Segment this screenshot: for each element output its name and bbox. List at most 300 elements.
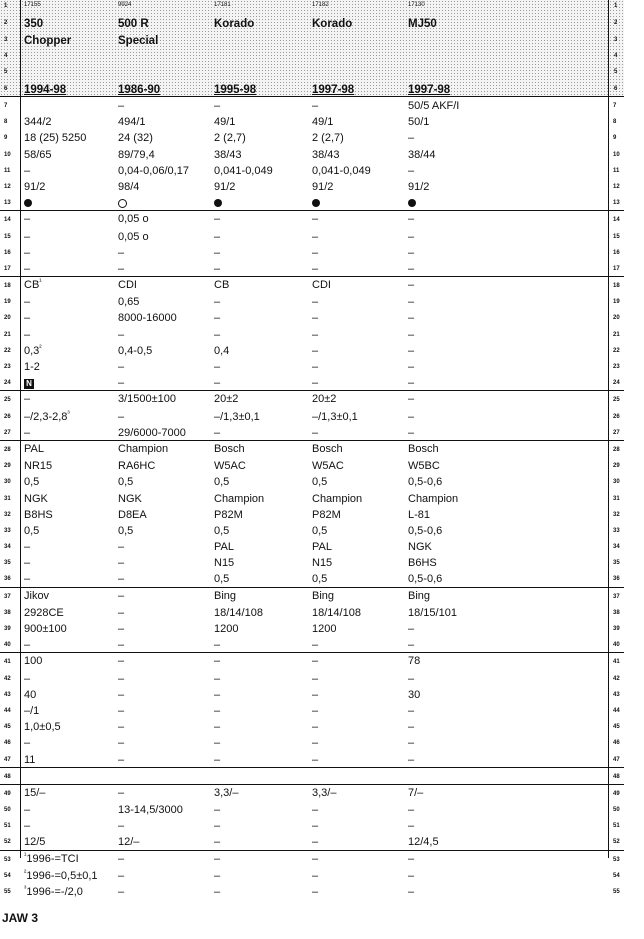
table-cell: – [214, 869, 221, 882]
table-cell: – [24, 296, 31, 309]
table-cell: – [408, 886, 415, 898]
table-cell: 91/2 [408, 180, 430, 193]
row-number: 46 [4, 740, 11, 747]
table-cell: 29/6000-7000 [118, 426, 186, 439]
table-cell: – [24, 541, 31, 554]
model-years: 1994-98 [24, 84, 67, 96]
table-cell: – [118, 639, 125, 652]
row-number: 17 [613, 265, 620, 272]
table-cell: PAL [214, 541, 234, 554]
row-number: 5 [614, 69, 618, 75]
table-row [0, 670, 624, 686]
row-number: 25 [613, 397, 620, 404]
row-number: 40 [613, 642, 620, 649]
footnote-mark: ³ [67, 409, 70, 417]
table-cell: CB [214, 279, 230, 292]
table-row [0, 522, 624, 538]
table-cell: 0,5 [312, 476, 328, 489]
table-cell: – [118, 655, 125, 668]
row-number: 1 [4, 3, 8, 9]
table-row [0, 113, 624, 129]
table-cell: – [214, 639, 221, 652]
table-cell: – [312, 377, 319, 390]
row-number: 21 [613, 331, 620, 338]
footnote-mark: ¹ [39, 278, 42, 286]
table-cell: – [24, 328, 31, 341]
table-cell [24, 377, 34, 389]
table-cell: N15 [312, 557, 333, 570]
table-cell: 89/79,4 [118, 148, 155, 161]
row-number: 42 [613, 675, 620, 682]
table-cell: – [408, 639, 415, 652]
table-cell: – [408, 721, 415, 734]
footnote-mark: ¹ [24, 851, 27, 859]
table-cell: – [408, 869, 415, 882]
table-cell: 20±2 [312, 393, 337, 406]
row-number: 6 [614, 86, 618, 92]
row-number: 16 [4, 249, 11, 256]
row-number: 53 [613, 856, 620, 863]
row-number: 26 [613, 413, 620, 420]
table-cell: – [408, 328, 415, 341]
table-row [0, 883, 624, 899]
table-cell: – [312, 328, 319, 341]
table-cell: – [118, 786, 125, 799]
row-number: 35 [613, 560, 620, 567]
table-cell: 11 [24, 753, 36, 766]
table-cell: – [312, 704, 319, 717]
row-number: 28 [4, 446, 11, 453]
table-cell: CDI [312, 279, 331, 292]
table-cell: – [24, 213, 31, 226]
row-number: 49 [613, 790, 620, 797]
table-cell: – [118, 557, 125, 570]
row-number: 15 [4, 233, 11, 240]
table-cell: – [24, 557, 31, 570]
row-number: 10 [4, 151, 11, 158]
row-number: 30 [4, 479, 11, 486]
table-row [0, 490, 624, 506]
row-number: 54 [613, 872, 620, 879]
table-cell: – [408, 377, 415, 390]
row-number: 19 [4, 299, 11, 306]
table-row [0, 162, 624, 178]
filled-circle-icon [24, 199, 32, 207]
table-cell: $^{^1}$1996-=TCI [24, 851, 79, 865]
open-circle-icon [118, 199, 127, 208]
row-number: 4 [614, 53, 618, 59]
row-number: 55 [613, 889, 620, 895]
row-number: 48 [613, 773, 620, 780]
row-number: 28 [613, 446, 620, 453]
table-row [0, 228, 624, 244]
model-years: 1997-98 [312, 84, 355, 96]
row-number: 47 [4, 756, 11, 763]
table-row [0, 146, 624, 162]
row-number: 12 [4, 183, 11, 190]
table-cell: 0,05 o [118, 230, 149, 243]
table-cell: – [408, 230, 415, 243]
table-cell: – [118, 721, 125, 734]
table-row [0, 457, 624, 473]
model-subname: Chopper [24, 35, 72, 47]
table-cell: 900±100 [24, 623, 67, 635]
table-cell: 49/1 [214, 116, 236, 129]
table-cell: P82M [312, 508, 341, 521]
table-cell: –/1,3±0,1 [214, 410, 260, 423]
table-cell: – [24, 262, 31, 275]
table-cell: 18/15/101 [408, 606, 457, 619]
model-years: 1986-90 [118, 84, 161, 96]
table-cell: –/1,3±0,1 [312, 410, 358, 423]
table-cell: – [24, 639, 31, 652]
table-cell: 38/43 [214, 148, 242, 161]
table-cell: 0,5 [214, 573, 230, 586]
table-cell: – [312, 737, 319, 750]
table-cell: –/1 [24, 704, 40, 717]
table-cell: 50/5 AKF/I [408, 100, 460, 112]
table-cell: – [408, 279, 415, 292]
table-cell: – [118, 328, 125, 341]
table-row [0, 587, 624, 604]
table-cell: – [24, 230, 31, 243]
table-cell: – [214, 672, 221, 685]
table-cell: – [408, 164, 415, 177]
table-cell: Champion [312, 492, 363, 505]
table-cell: 0,5 [214, 524, 230, 537]
table-cell: Bing [214, 589, 237, 602]
row-number: 3 [4, 37, 8, 43]
table-cell: 3,3/– [312, 786, 337, 799]
row-number: 7 [4, 103, 8, 109]
table-cell: NGK [118, 492, 142, 505]
row-number: 41 [613, 659, 620, 666]
table-cell: – [118, 753, 125, 766]
table-row [0, 734, 624, 750]
model-code: 17182 [312, 2, 329, 8]
model-years: 1997-98 [408, 84, 451, 96]
table-row [0, 751, 624, 767]
row-number: 44 [613, 707, 620, 714]
row-number: 36 [4, 576, 11, 583]
table-cell: Bosch [312, 442, 343, 455]
table-cell: W5AC [312, 460, 344, 473]
row-number: 44 [4, 707, 11, 714]
table-header [0, 0, 624, 97]
table-cell: 78 [408, 655, 421, 668]
table-cell: – [214, 246, 221, 259]
table-cell: – [214, 100, 221, 112]
row-number: 23 [613, 364, 620, 370]
table-cell: – [408, 623, 415, 635]
table-cell: – [24, 312, 31, 325]
table-row [0, 620, 624, 636]
table-cell: NGK [408, 541, 432, 554]
table-cell: – [214, 655, 221, 668]
row-number: 8 [613, 119, 617, 126]
row-number: 51 [613, 823, 620, 830]
row-number: 30 [613, 479, 620, 486]
table-cell: 0,5 [118, 476, 134, 489]
row-number: 37 [613, 593, 620, 600]
table-cell: – [214, 836, 221, 849]
row-number: 52 [613, 839, 620, 846]
model-name: Korado [214, 18, 255, 30]
table-cell: – [312, 804, 319, 817]
table-cell: 12/4,5 [408, 836, 439, 849]
model-code: 17155 [24, 2, 41, 8]
table-cell: 0,05 o [118, 213, 149, 226]
row-number: 54 [4, 872, 11, 879]
table-row [0, 390, 624, 407]
table-row [0, 702, 624, 718]
table-cell [214, 197, 222, 209]
table-cell: – [408, 296, 415, 309]
table-cell [312, 197, 320, 209]
table-cell: – [408, 852, 415, 865]
table-row [0, 178, 624, 194]
row-number: 39 [4, 626, 11, 632]
column-divider [20, 0, 21, 858]
table-cell: – [312, 312, 319, 325]
table-cell: 3/1500±100 [118, 393, 177, 406]
row-number: 13 [613, 200, 620, 207]
row-number: 5 [4, 69, 8, 75]
table-cell: – [312, 721, 319, 734]
table-cell: – [118, 852, 125, 865]
row-number: 34 [4, 544, 11, 551]
table-cell: – [214, 426, 221, 439]
table-cell: 0,4 [214, 344, 230, 357]
table-cell: – [408, 426, 415, 439]
row-number: 47 [613, 756, 620, 763]
table-row [0, 554, 624, 570]
table-cell [24, 197, 32, 209]
table-cell: – [118, 246, 125, 259]
table-cell: 0,041-0,049 [312, 164, 371, 177]
table-row [0, 604, 624, 620]
table-cell: – [312, 688, 319, 701]
row-number: 46 [613, 740, 620, 747]
model-code: 9924 [118, 2, 132, 8]
table-row [0, 570, 624, 586]
table-row [0, 276, 624, 293]
row-number: 53 [4, 856, 11, 863]
row-number: 12 [613, 183, 620, 190]
table-row [0, 850, 624, 867]
row-number: 38 [4, 609, 11, 616]
row-number: 2 [4, 20, 8, 26]
table-cell: 494/1 [118, 116, 146, 129]
table-cell: NR15 [24, 460, 53, 473]
table-cell: – [312, 344, 319, 357]
table-cell: – [312, 246, 319, 259]
table-cell: W5BC [408, 460, 440, 473]
row-number: 45 [613, 724, 620, 731]
table-cell [118, 197, 127, 209]
row-number: 32 [613, 511, 620, 518]
table-cell: – [408, 132, 415, 145]
table-cell: – [312, 296, 319, 309]
table-cell: CDI [118, 279, 137, 292]
table-row [0, 718, 624, 734]
model-name: 500 R [118, 18, 149, 30]
model-years: 1995-98 [214, 84, 257, 96]
table-cell: – [312, 361, 319, 373]
table-cell: N15 [214, 557, 235, 570]
table-cell: 7/– [408, 786, 424, 799]
table-cell: 98/4 [118, 180, 140, 193]
table-cell: 24 (32) [118, 132, 153, 145]
table-cell: – [312, 262, 319, 275]
table-cell: RA6HC [118, 460, 156, 473]
table-cell: Jikov [24, 589, 50, 602]
row-number: 16 [613, 249, 620, 256]
table-cell: 0,5-0,6 [408, 476, 443, 489]
table-cell: – [408, 672, 415, 685]
row-number: 39 [613, 626, 620, 632]
table-cell: – [312, 655, 319, 668]
table-cell: $-/2,3-2,8^{^3}$ [24, 409, 70, 423]
table-cell: 12/5 [24, 836, 46, 849]
table-cell: – [214, 688, 221, 701]
table-cell: – [118, 820, 125, 833]
table-cell: – [24, 426, 31, 439]
row-number: 55 [4, 889, 11, 895]
table-row [0, 210, 624, 227]
table-cell: Champion [214, 492, 265, 505]
table-cell: 1,0±0,5 [24, 721, 61, 734]
table-row [0, 652, 624, 669]
row-number: 33 [613, 527, 620, 534]
row-number: 8 [4, 119, 8, 126]
row-number: 34 [613, 544, 620, 551]
table-cell: Bosch [214, 442, 245, 455]
table-cell: 0,04-0,06/0,17 [118, 164, 189, 177]
table-cell: $CB^{^1}$ [24, 278, 42, 292]
table-cell: 50/1 [408, 116, 430, 129]
table-cell: – [408, 820, 415, 833]
table-cell: 18/14/108 [214, 606, 263, 619]
table-row [0, 293, 624, 309]
row-number: 40 [4, 642, 11, 649]
table-cell: 2 (2,7) [214, 132, 246, 145]
table-cell: B6HS [408, 557, 437, 570]
row-number: 32 [4, 511, 11, 518]
row-number: 27 [4, 429, 11, 436]
row-number: 25 [4, 397, 11, 404]
table-cell: 12/– [118, 836, 140, 849]
table-cell: – [408, 312, 415, 325]
table-cell: P82M [214, 508, 243, 521]
table-row [0, 801, 624, 817]
table-cell: 91/2 [312, 180, 334, 193]
table-cell: – [408, 753, 415, 766]
table-cell: 0,5 [118, 524, 134, 537]
model-name: 350 [24, 18, 44, 30]
table-cell: 8000-16000 [118, 312, 177, 325]
row-number: 42 [4, 675, 11, 682]
row-number: 9 [613, 135, 617, 142]
row-number: 45 [4, 724, 11, 731]
table-cell: 0,5-0,6 [408, 524, 443, 537]
table-cell: – [408, 737, 415, 750]
row-number: 24 [613, 380, 620, 387]
row-number: 11 [613, 167, 620, 174]
table-cell: – [118, 573, 125, 586]
table-cell: – [312, 852, 319, 865]
table-cell: $^{^3}$1996-=-/2,0 [24, 885, 83, 898]
row-number: 17 [4, 265, 11, 272]
row-number: 11 [4, 167, 11, 174]
row-number: 29 [4, 463, 11, 470]
row-number: 31 [613, 495, 620, 502]
table-cell: – [214, 852, 221, 865]
table-row [0, 473, 624, 489]
row-number: 41 [4, 659, 11, 666]
row-number: 24 [4, 380, 11, 387]
row-number: 4 [4, 53, 8, 59]
table-row [0, 326, 624, 342]
row-number: 48 [4, 773, 11, 780]
table-cell: 1200 [312, 623, 337, 635]
row-number: 31 [4, 495, 11, 502]
table-cell: – [214, 230, 221, 243]
table-cell: – [408, 410, 415, 423]
row-number: 3 [614, 37, 618, 43]
filled-circle-icon [214, 199, 222, 207]
row-number: 38 [613, 609, 620, 616]
row-number: 20 [4, 315, 11, 322]
table-cell: 91/2 [24, 180, 46, 193]
row-number: 35 [4, 560, 11, 567]
table-cell: 1-2 [24, 361, 40, 373]
table-cell: – [408, 393, 415, 406]
table-cell: – [118, 377, 125, 390]
row-number: 9 [4, 135, 8, 142]
table-cell: 344/2 [24, 116, 52, 129]
row-number: 43 [613, 691, 620, 698]
row-number: 10 [613, 151, 620, 158]
table-cell: 2928CE [24, 606, 64, 619]
row-number: 21 [4, 331, 11, 338]
table-cell: 15/– [24, 786, 46, 799]
row-number: 14 [4, 217, 11, 224]
table-cell: Bing [312, 589, 335, 602]
table-cell: – [118, 704, 125, 717]
row-number: 1 [614, 3, 618, 9]
row-number: 37 [4, 593, 11, 600]
row-number: 7 [613, 103, 617, 109]
table-cell: – [312, 639, 319, 652]
table-cell: PAL [312, 541, 332, 554]
table-cell: – [118, 737, 125, 750]
table-row [0, 424, 624, 440]
table-cell: 100 [24, 655, 43, 668]
row-number: 22 [613, 347, 620, 354]
table-row [0, 833, 624, 849]
table-row [0, 244, 624, 260]
row-number: 36 [613, 576, 620, 583]
table-cell: – [118, 262, 125, 275]
footnote-mark: ² [24, 869, 27, 877]
table-cell: 0,5 [312, 573, 328, 586]
row-number: 51 [4, 823, 11, 830]
table-row [0, 309, 624, 325]
n-box-icon: N [24, 379, 34, 389]
table-cell: 1200 [214, 623, 239, 635]
table-cell: 0,5-0,6 [408, 573, 443, 586]
